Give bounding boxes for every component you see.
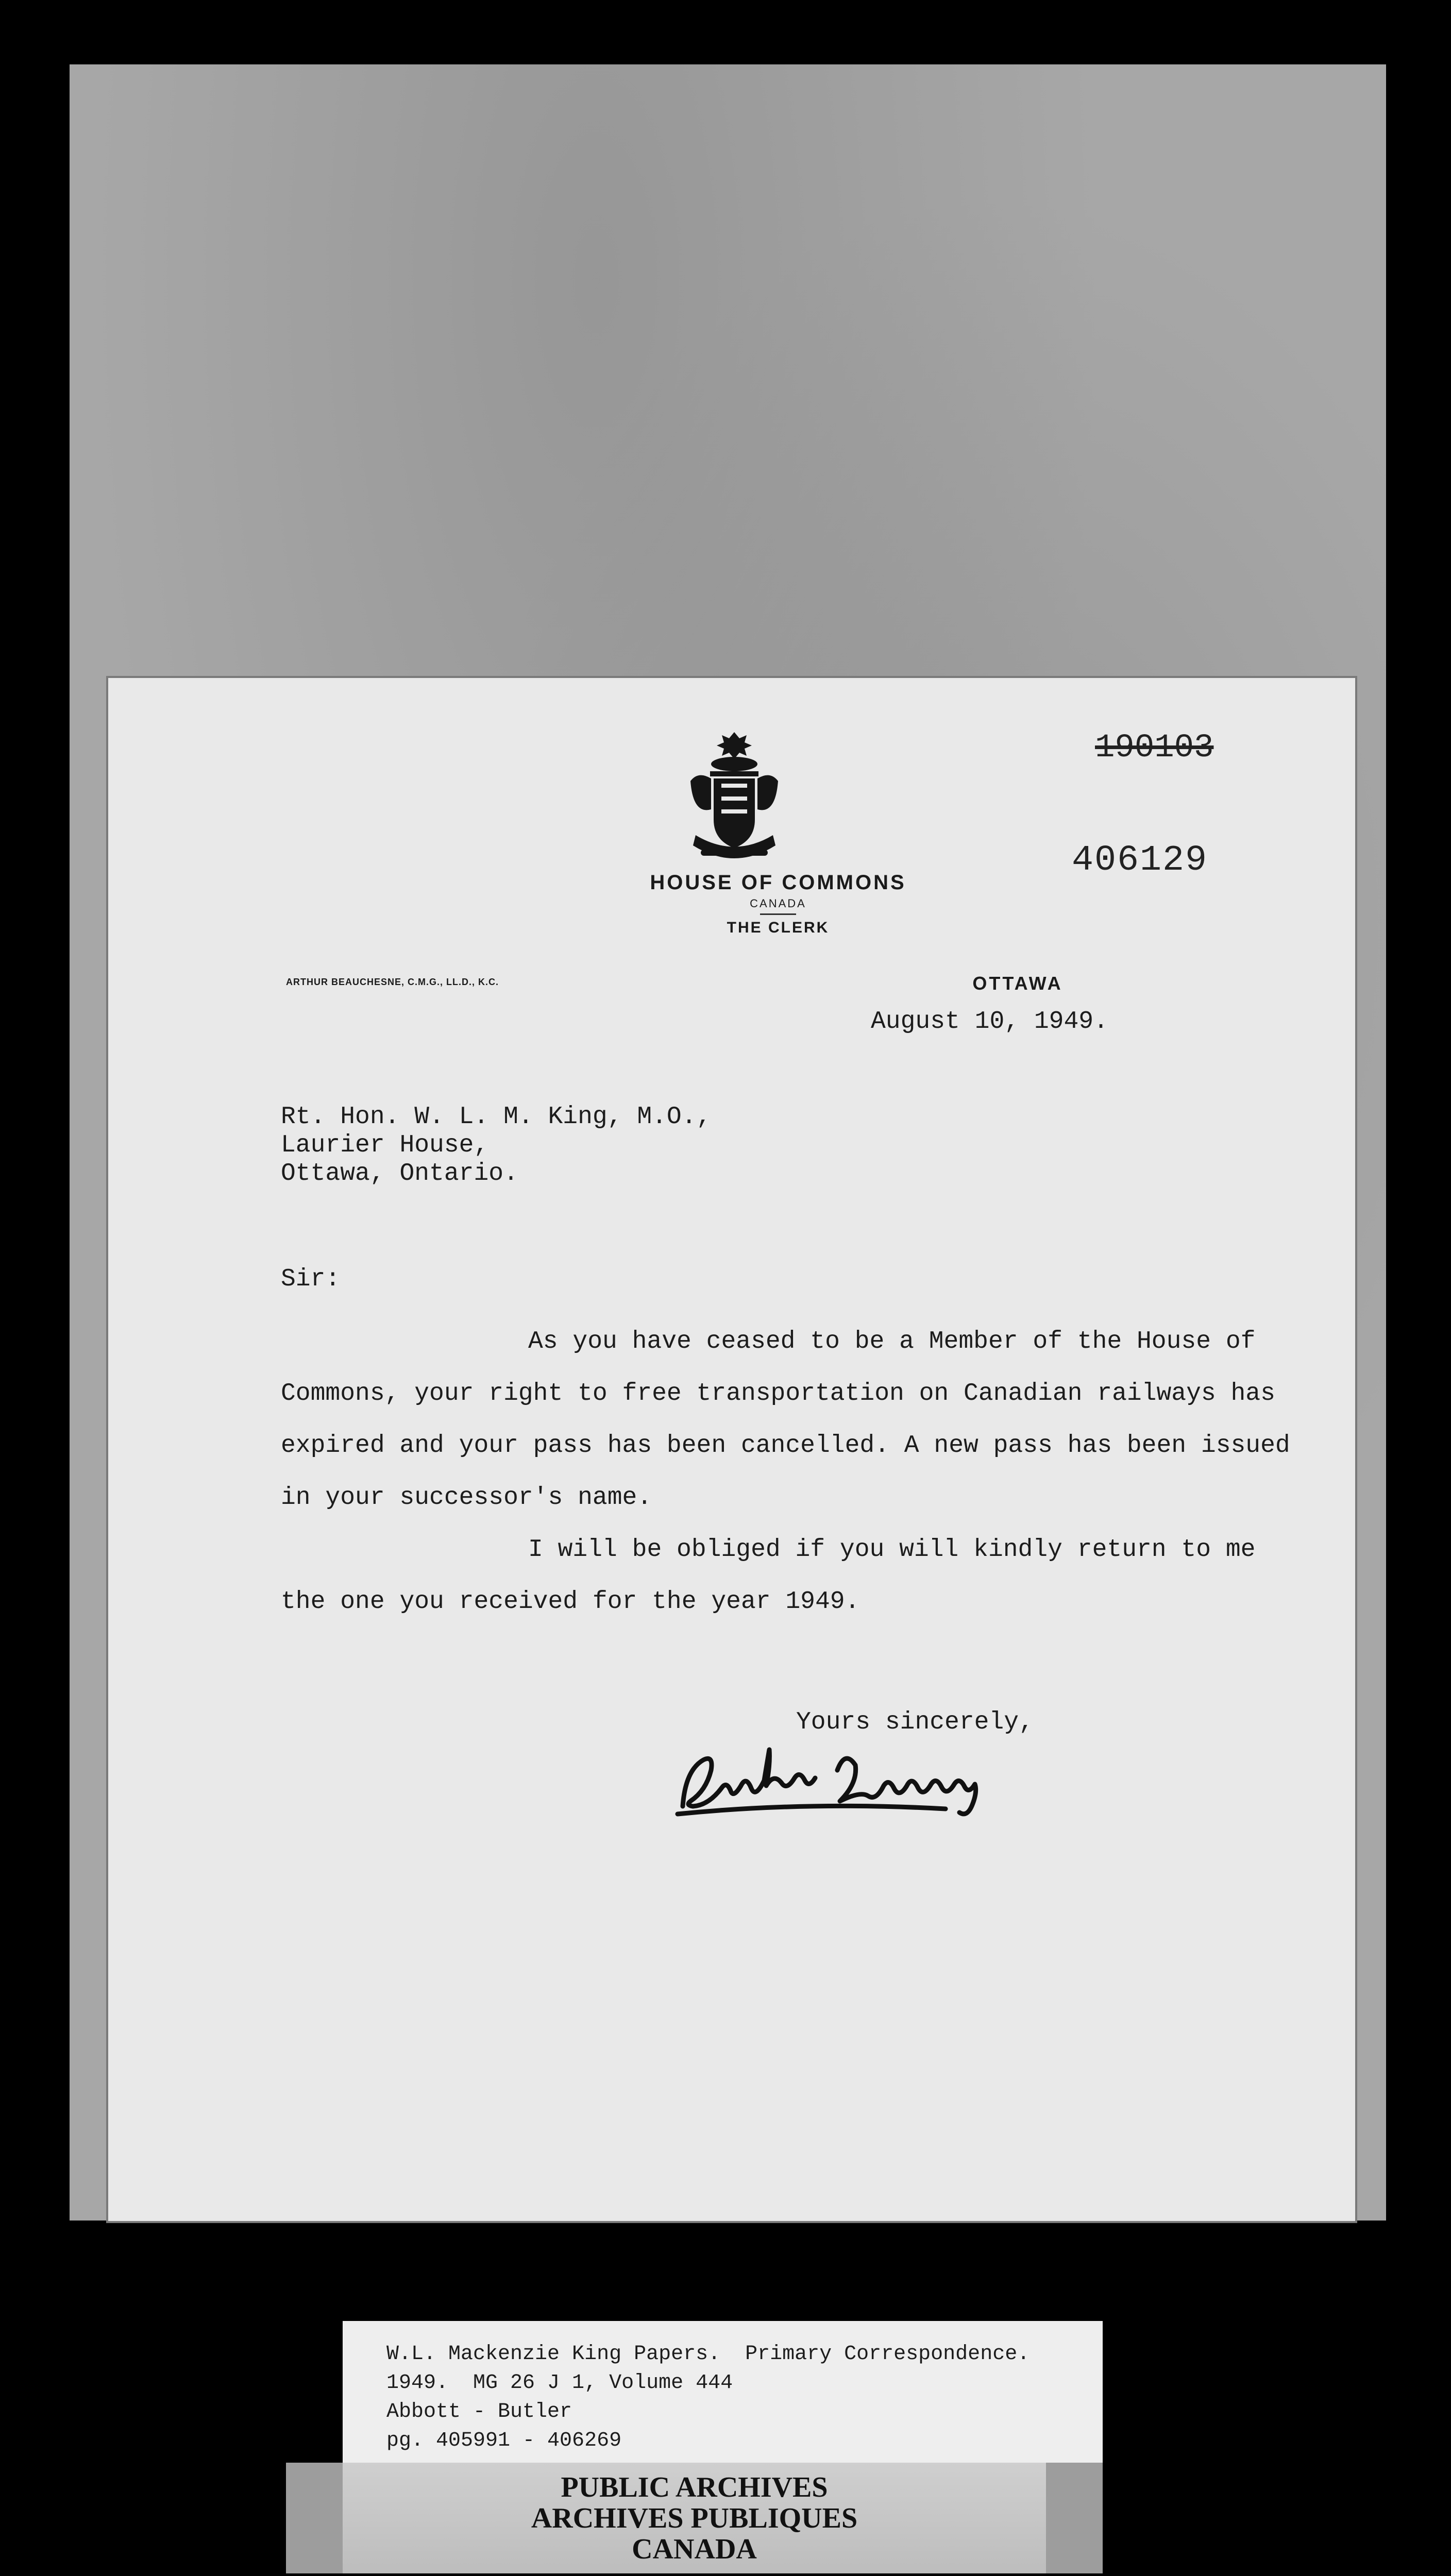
letterhead-divider	[760, 913, 796, 915]
stamp-line: ARCHIVES PUBLIQUES	[531, 2502, 858, 2534]
letterhead-city: OTTAWA	[972, 973, 1063, 994]
address-line: Laurier House,	[281, 1131, 489, 1159]
struck-reference-number: 190103	[1095, 730, 1214, 767]
archives-stamp	[286, 2463, 1103, 2573]
letterhead-title: HOUSE OF COMMONS	[650, 871, 906, 894]
stamp-line: PUBLIC ARCHIVES	[561, 2471, 828, 2503]
archive-label-line: 1949. MG 26 J 1, Volume 444	[386, 2371, 733, 2395]
closing: Yours sincerely,	[796, 1708, 1034, 1736]
archive-label-line: W.L. Mackenzie King Papers. Primary Correspondence.	[386, 2343, 1030, 2366]
archive-label-line: pg. 405991 - 406269	[386, 2429, 622, 2452]
address-line: Rt. Hon. W. L. M. King, M.O.,	[281, 1103, 712, 1131]
archive-label-line: Abbott - Butler	[386, 2400, 572, 2424]
handwritten-signature	[667, 1739, 1028, 1822]
address-line: Ottawa, Ontario.	[281, 1160, 518, 1188]
body-paragraph: I will be obliged if you will kindly return to me the one you received for the year 1949.	[281, 1536, 1256, 1616]
coat-of-arms-icon	[685, 732, 783, 863]
stamp-line: CANADA	[632, 2533, 757, 2565]
reference-number: 406129	[1072, 840, 1208, 881]
letter-page	[108, 678, 1355, 2221]
letterhead-sender: ARTHUR BEAUCHESNE, C.M.G., LL.D., K.C.	[286, 977, 499, 987]
archive-label	[343, 2321, 1103, 2470]
letterhead-country: CANADA	[750, 897, 806, 910]
letter-body	[281, 1316, 1306, 1628]
letterhead-office: THE CLERK	[727, 919, 830, 936]
letter-date: August 10, 1949.	[871, 1008, 1108, 1036]
salutation: Sir:	[281, 1265, 341, 1293]
body-paragraph: As you have ceased to be a Member of the House of Commons, your right to free transportation on Canadian railways has expired and your pass has been cancelled. A new pass has been issued in your successor's name.	[281, 1328, 1290, 1512]
